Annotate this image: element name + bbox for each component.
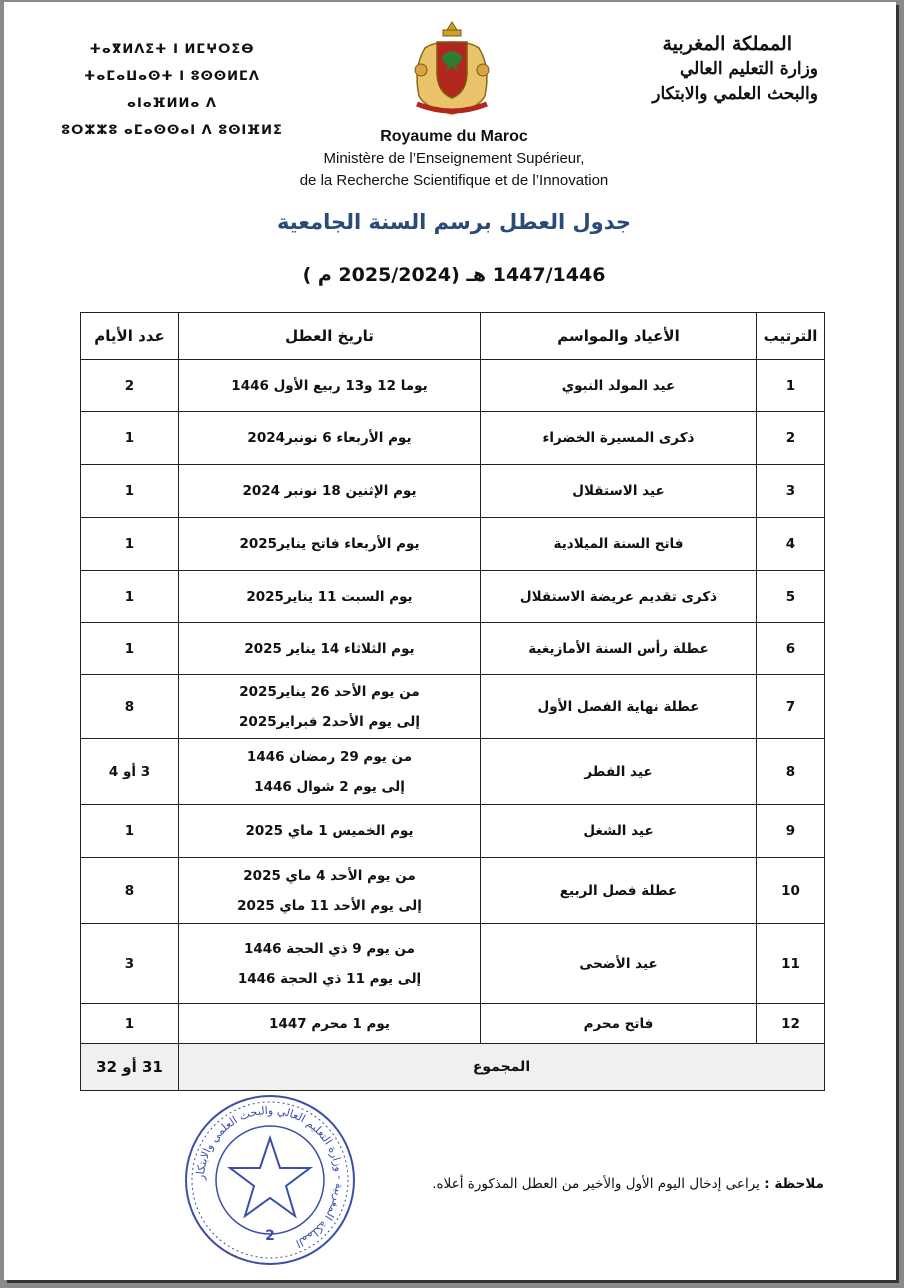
table-row [81, 465, 825, 518]
table-row [81, 739, 825, 805]
table-row [81, 858, 825, 924]
row-date [179, 360, 481, 412]
row-number: 3 [757, 465, 825, 518]
row-date [179, 805, 481, 858]
date-line: يوم الأربعاء 6 نونبر2024 [247, 430, 412, 446]
row-days: 1 [81, 571, 179, 623]
holidays-table [80, 312, 825, 1091]
arabic-letterhead-line: والبحث العلمي والابتكار [652, 84, 818, 104]
header-occasion: الأعياد والمواسم [481, 313, 757, 360]
row-days: 1 [81, 518, 179, 571]
row-number: 12 [757, 1004, 825, 1044]
date-line: يوم الإثنين 18 نونبر 2024 [242, 483, 417, 499]
date-line: يوم الثلاثاء 14 يناير 2025 [244, 640, 415, 657]
arabic-letterhead [558, 32, 818, 107]
table-row [81, 571, 825, 623]
row-number: 6 [757, 623, 825, 675]
coat-of-arms-icon [407, 18, 497, 118]
row-occasion: عيد المولد النبوي [481, 360, 757, 412]
official-stamp-icon [180, 1090, 360, 1270]
row-number: 9 [757, 805, 825, 858]
french-kingdom-name: Royaume du Maroc [380, 128, 528, 145]
row-days: 3 أو 4 [81, 739, 179, 805]
row-occasion: عطلة رأس السنة الأمازيغية [481, 623, 757, 675]
row-date [179, 623, 481, 675]
row-occasion: عطلة فصل الربيع [481, 858, 757, 924]
row-occasion: ذكرى المسيرة الخضراء [481, 412, 757, 465]
tifinagh-letterhead-line: ⵜⴰⴳⵍⴷⵉⵜ ⵏ ⵍⵎⵖⵔⵉⴱ [89, 42, 255, 57]
date-line: من يوم الأحد 26 يناير2025 [239, 683, 420, 700]
row-days: 3 [81, 924, 179, 1004]
date-line: إلى يوم 11 ذي الحجة 1446 [237, 970, 422, 987]
date-line: يوم 1 محرم 1447 [269, 1015, 390, 1032]
date-line: يوم السبت 11 يناير2025 [246, 588, 413, 605]
date-line: يوما 12 و13 ربيع الأول 1446 [231, 377, 428, 394]
row-number: 1 [757, 360, 825, 412]
row-occasion: عيد الفطر [481, 739, 757, 805]
row-days: 1 [81, 623, 179, 675]
row-date [179, 675, 481, 739]
stamp-number: 2 [265, 1228, 275, 1244]
footnote-text: يراعى إدخال اليوم الأول والأخير من العطل المذكورة أعلاه. [432, 1176, 760, 1192]
row-date [179, 518, 481, 571]
row-date [179, 412, 481, 465]
tifinagh-letterhead-line: ⵜⴰⵎⴰⵡⴰⵙⵜ ⵏ ⵓⵙⵙⵍⵎⴷ ⴰⵏⴰⴼⵍⵍⴰ ⴷ [84, 69, 260, 111]
table-row [81, 924, 825, 1004]
footnote [404, 1176, 824, 1192]
row-number: 4 [757, 518, 825, 571]
header-rank: الترتيب [757, 313, 825, 360]
row-days: 1 [81, 1004, 179, 1044]
table-row [81, 360, 825, 412]
arabic-letterhead-line: وزارة التعليم العالي [679, 59, 818, 79]
french-ministry-line-1: Ministère de l’Enseignement Supérieur, [323, 150, 585, 167]
date-line: من يوم الأحد 4 ماي 2025 [243, 867, 416, 884]
table-header-row [81, 313, 825, 360]
row-days: 8 [81, 675, 179, 739]
header-date: تاريخ العطل [179, 313, 481, 360]
row-occasion: عيد الشغل [481, 805, 757, 858]
row-date [179, 739, 481, 805]
total-label: المجموع [179, 1044, 825, 1091]
row-date [179, 571, 481, 623]
table-row [81, 518, 825, 571]
row-occasion: عطلة نهاية الفصل الأول [481, 675, 757, 739]
row-number: 10 [757, 858, 825, 924]
row-number: 8 [757, 739, 825, 805]
row-days: 2 [81, 360, 179, 412]
row-occasion: عيد الاستقلال [481, 465, 757, 518]
row-days: 8 [81, 858, 179, 924]
date-line: يوم الأربعاء فاتح يناير2025 [239, 536, 420, 552]
tifinagh-letterhead-line: ⵓⵔⵣⵣⵓ ⴰⵎⴰⵙⵙⴰⵏ ⴷ ⵓⵙⵏⴼⵍⵉ [61, 123, 283, 138]
row-date [179, 924, 481, 1004]
date-line: يوم الخميس 1 ماي 2025 [245, 823, 414, 839]
row-occasion: عيد الأضحى [481, 924, 757, 1004]
date-line: من يوم 29 رمضان 1446 [246, 748, 413, 765]
date-line: إلى يوم الأحد2 فبراير2025 [239, 713, 420, 730]
footnote-label: ملاحظة : [764, 1176, 824, 1192]
row-occasion: فاتح السنة الميلادية [481, 518, 757, 571]
row-days: 1 [81, 412, 179, 465]
row-days: 1 [81, 805, 179, 858]
document-page [4, 2, 896, 1280]
header-days: عدد الأيام [81, 313, 179, 360]
table-row [81, 412, 825, 465]
row-days: 1 [81, 465, 179, 518]
date-line: إلى يوم 2 شوال 1446 [254, 778, 405, 795]
row-date [179, 465, 481, 518]
table-row [81, 1004, 825, 1044]
row-number: 11 [757, 924, 825, 1004]
row-number: 5 [757, 571, 825, 623]
total-row [81, 1044, 825, 1091]
arabic-letterhead-line: المملكة المغربية [662, 33, 792, 55]
table-row [81, 805, 825, 858]
french-ministry-line-2: de la Recherche Scientifique et de l’Innovation [299, 172, 609, 189]
stamp-text: المملكة المغربية - وزارة التعليم العالي والبحث العلمي والابتكار [193, 1103, 347, 1251]
academic-year: 1447/1446 هـ (2025/2024 م ) [302, 264, 606, 286]
row-number: 7 [757, 675, 825, 739]
row-date [179, 858, 481, 924]
date-line: من يوم 9 ذي الحجة 1446 [243, 940, 416, 957]
row-number: 2 [757, 412, 825, 465]
table-row [81, 623, 825, 675]
document-title: جدول العطل برسم السنة الجامعية [276, 210, 632, 234]
row-occasion: ذكرى تقديم عريضة الاستقلال [481, 571, 757, 623]
table-row [81, 675, 825, 739]
total-days: 31 أو 32 [81, 1044, 179, 1091]
row-date [179, 1004, 481, 1044]
row-occasion: فاتح محرم [481, 1004, 757, 1044]
date-line: إلى يوم الأحد 11 ماي 2025 [237, 897, 422, 914]
